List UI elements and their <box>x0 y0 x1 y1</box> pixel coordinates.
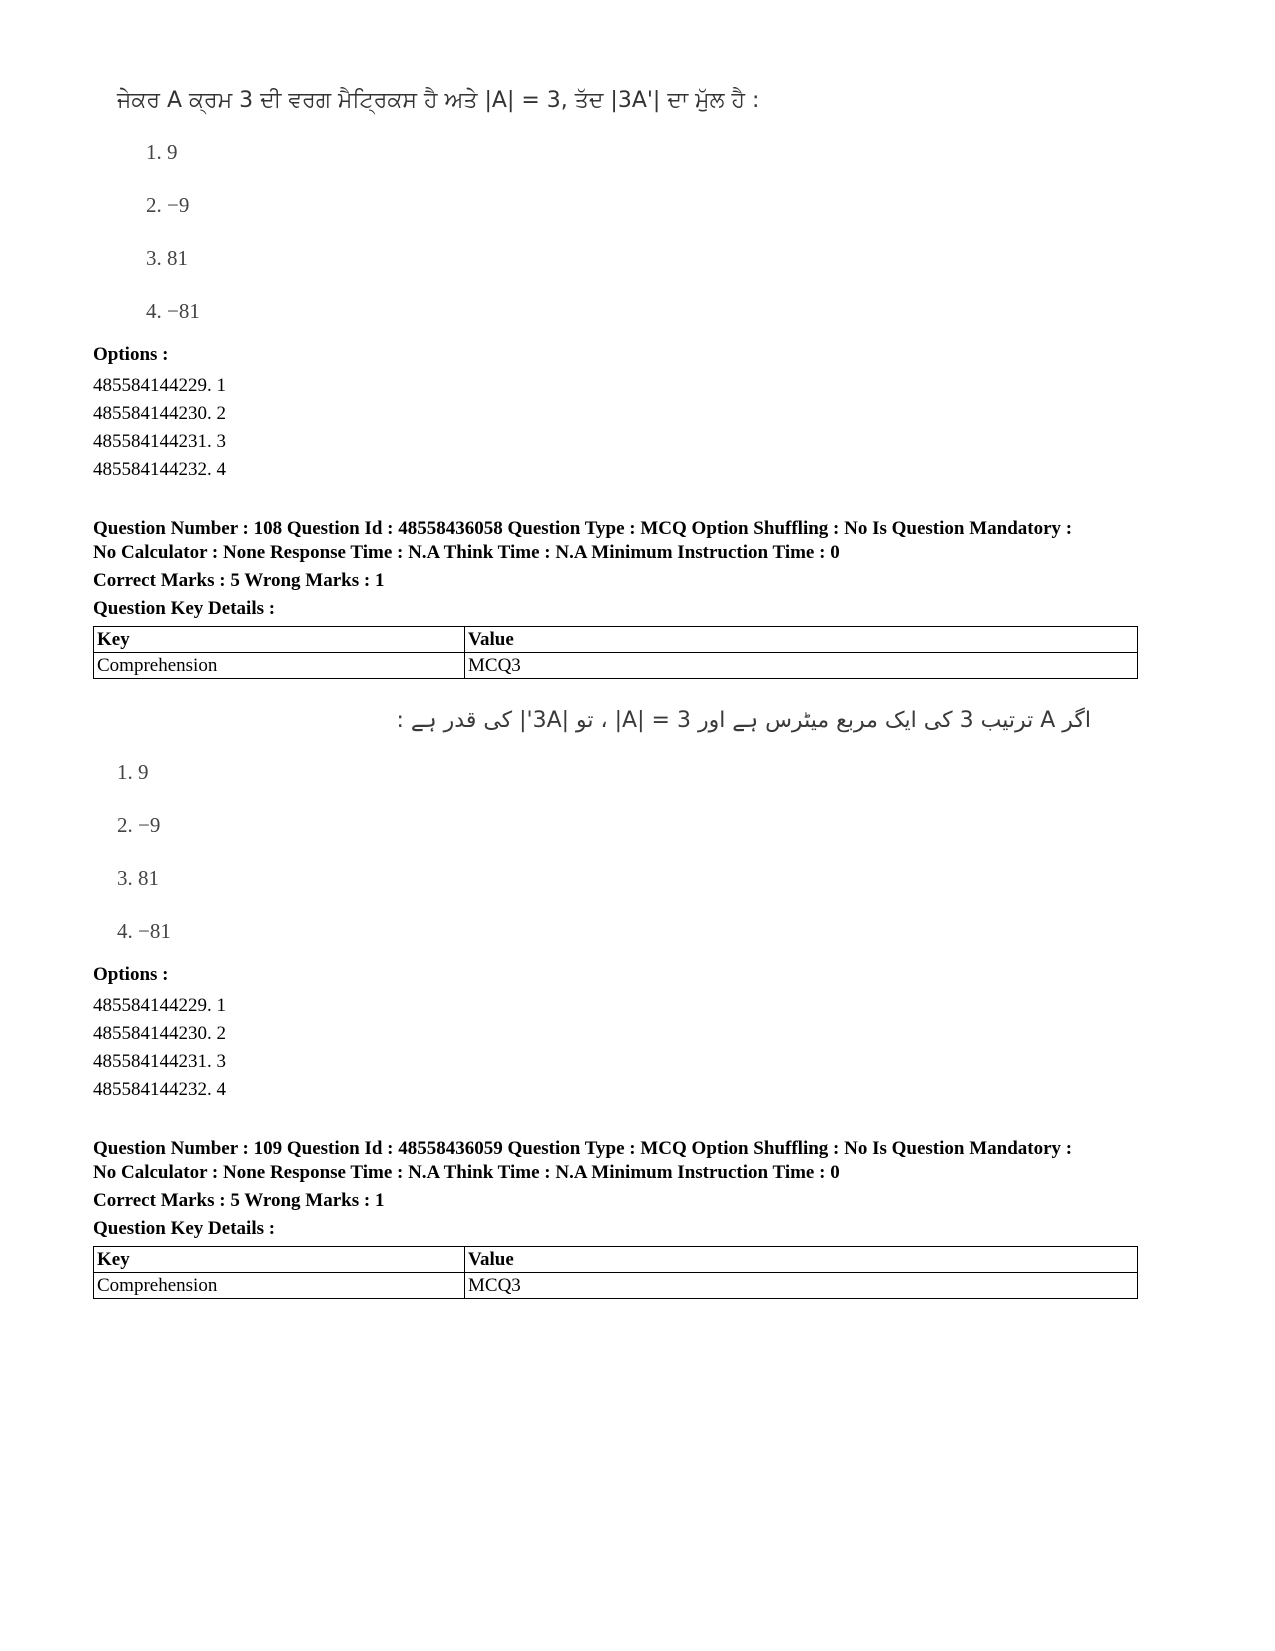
table-cell-key: Comprehension <box>94 653 465 679</box>
table-row <box>94 1273 1138 1299</box>
key-details-table <box>93 1246 1138 1299</box>
image-option-3: 3. 81 <box>146 246 188 270</box>
options-list <box>93 992 226 1104</box>
options-heading: Options : <box>93 344 169 365</box>
option-item: 485584144231. 3 <box>93 1051 226 1072</box>
option-item: 485584144230. 2 <box>93 403 226 424</box>
table-cell-key: Comprehension <box>94 1273 465 1299</box>
table-cell-value: MCQ3 <box>465 653 1138 679</box>
marks-line: Correct Marks : 5 Wrong Marks : 1 <box>93 570 385 591</box>
question-header-line1: Question Number : 108 Question Id : 48558436058 Question Type : MCQ Option Shuffling : No Is Question Mandatory : <box>93 518 1073 539</box>
image-option-1: 1. 9 <box>117 760 149 784</box>
table-row <box>94 653 1138 679</box>
table-header-row <box>94 1247 1138 1273</box>
table-header-key: Key <box>94 1247 465 1273</box>
image-option-1: 1. 9 <box>146 140 178 164</box>
option-item: 485584144232. 4 <box>93 1079 226 1100</box>
key-details-heading: Question Key Details : <box>93 1218 276 1239</box>
options-heading: Options : <box>93 964 169 985</box>
option-item: 485584144229. 1 <box>93 375 226 396</box>
table-header-value: Value <box>465 1247 1138 1273</box>
question-image-text-punjabi: ਜੇਕਰ A ਕ੍ਰਮ 3 ਦੀ ਵਰਗ ਮੈਟ੍ਰਿਕਸ ਹੈ ਅਤੇ |A| = 3, ਤੱਦ |3A'| ਦਾ ਮੁੱਲ ਹੈ : <box>117 88 760 113</box>
option-item: 485584144229. 1 <box>93 995 226 1016</box>
question-image-text-urdu: اگر A ترتیب 3 کی ایک مربع میٹرس ہے اور 3 = |A| ، تو |3A'| کی قدر ہے : <box>396 708 1091 733</box>
key-details-table <box>93 626 1138 679</box>
image-option-2: 2. −9 <box>117 813 161 837</box>
image-option-4: 4. −81 <box>146 299 200 323</box>
image-option-4: 4. −81 <box>117 919 171 943</box>
image-option-2: 2. −9 <box>146 193 190 217</box>
table-header-value: Value <box>465 627 1138 653</box>
option-item: 485584144231. 3 <box>93 431 226 452</box>
table-cell-value: MCQ3 <box>465 1273 1138 1299</box>
table-header-row <box>94 627 1138 653</box>
question-header-line1: Question Number : 109 Question Id : 48558436059 Question Type : MCQ Option Shuffling : No Is Question Mandatory : <box>93 1138 1073 1159</box>
image-option-3: 3. 81 <box>117 866 159 890</box>
options-list <box>93 372 226 484</box>
table-header-key: Key <box>94 627 465 653</box>
marks-line: Correct Marks : 5 Wrong Marks : 1 <box>93 1190 385 1211</box>
question-header-line2: No Calculator : None Response Time : N.A Think Time : N.A Minimum Instruction Time : 0 <box>93 1162 840 1183</box>
option-item: 485584144232. 4 <box>93 459 226 480</box>
option-item: 485584144230. 2 <box>93 1023 226 1044</box>
question-header-line2: No Calculator : None Response Time : N.A Think Time : N.A Minimum Instruction Time : 0 <box>93 542 840 563</box>
key-details-heading: Question Key Details : <box>93 598 276 619</box>
